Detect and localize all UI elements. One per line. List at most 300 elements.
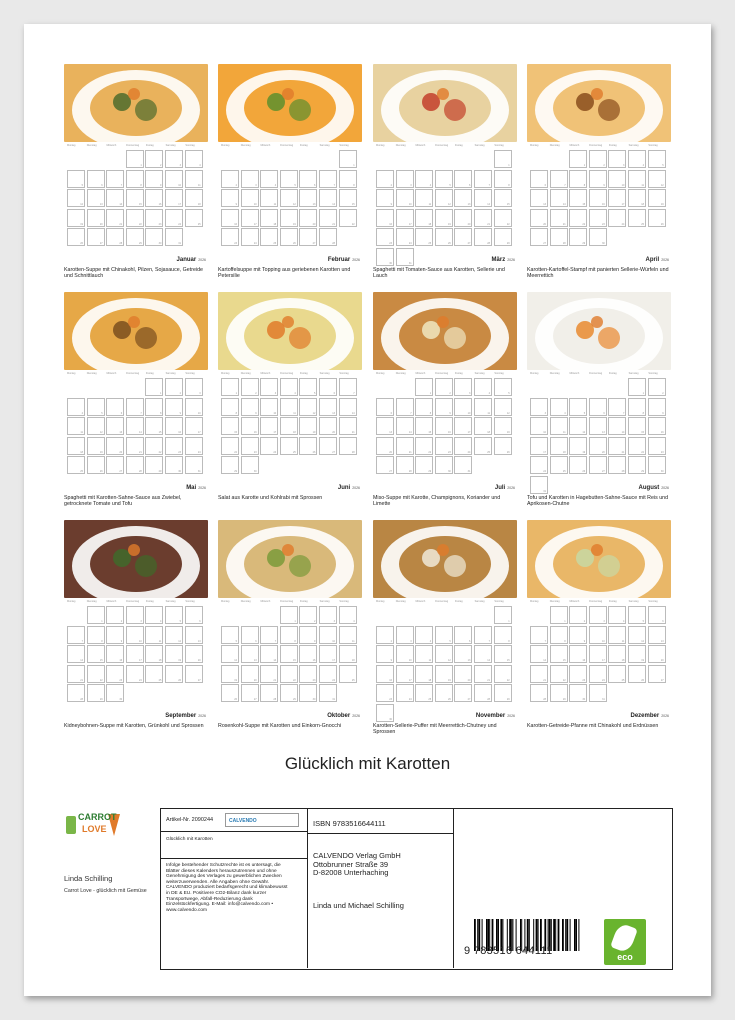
month-name — [492, 257, 515, 263]
day-number: 11 — [80, 431, 83, 435]
day-number: 10 — [467, 411, 471, 415]
month-name — [165, 713, 206, 719]
day-number: 11 — [197, 183, 201, 187]
day-number: 24 — [273, 450, 277, 454]
day-number: 13 — [99, 203, 103, 207]
day-number: 20 — [312, 222, 316, 226]
day-number: 12 — [448, 203, 451, 207]
day-cell — [550, 645, 568, 663]
day-cell — [339, 209, 357, 227]
day-number: 29 — [428, 470, 432, 474]
day-number: 8 — [101, 639, 103, 643]
day-number: 7 — [333, 183, 335, 187]
day-number: 3 — [544, 411, 546, 415]
day-number: 14 — [80, 659, 83, 663]
day-number: 13 — [312, 203, 316, 207]
day-number: 1 — [101, 620, 103, 623]
day-cell — [648, 398, 666, 416]
day-cell — [376, 170, 394, 188]
day-cell — [530, 209, 548, 227]
calendar-title: Glücklich mit Karotten — [284, 754, 451, 773]
day-cell — [415, 626, 433, 644]
month-caption: Salat aus Karotte und Kohlrabi mit Sprossen — [218, 495, 323, 501]
day-number: 3 — [274, 392, 277, 395]
month-caption: Karotten-Sellerie-Puffer mit Meerrettich-Chutney und Sprossen — [373, 723, 497, 735]
day-cell — [299, 417, 317, 435]
day-number: 1 — [508, 164, 510, 167]
month-label: Mai — [186, 485, 197, 491]
day-number: 23 — [234, 242, 237, 246]
day-number: 10 — [602, 639, 605, 643]
month-label: November — [475, 713, 506, 719]
day-number: 17 — [253, 222, 257, 226]
day-cell — [435, 665, 453, 683]
day-cell — [648, 417, 666, 435]
day-cell — [648, 189, 666, 207]
month-year: 2026 — [352, 258, 360, 262]
month-year: 2026 — [198, 258, 206, 262]
day-cell — [628, 170, 646, 188]
day-cell — [260, 437, 278, 455]
day-number: 26 — [641, 678, 644, 682]
day-cell — [339, 645, 357, 663]
day-number: 29 — [139, 242, 142, 246]
day-cell — [628, 417, 646, 435]
day-cell — [319, 665, 337, 683]
day-cell — [299, 665, 317, 683]
day-number: 16 — [582, 659, 586, 663]
weekday-label: Freitag — [299, 372, 308, 375]
day-cell — [165, 645, 183, 663]
weekday-label: Mittwoch — [106, 600, 117, 603]
day-number: 25 — [80, 470, 83, 474]
day-cell — [415, 209, 433, 227]
weekday-label: Freitag — [145, 600, 154, 603]
day-cell — [67, 665, 85, 683]
day-number: 3 — [410, 639, 412, 643]
day-number: 25 — [273, 242, 277, 246]
day-number: 25 — [641, 222, 644, 226]
day-cell — [648, 626, 666, 644]
day-cell — [87, 626, 105, 644]
day-cell — [145, 606, 163, 624]
day-number: 6 — [469, 183, 471, 187]
day-number: 25 — [487, 450, 490, 454]
weekday-label: Sonntag — [494, 600, 504, 603]
weekday-label: Samstag — [165, 144, 176, 147]
day-cell — [299, 684, 317, 702]
weekday-label: Donnerstag — [589, 600, 603, 603]
day-number: 15 — [641, 431, 644, 435]
day-number: 29 — [234, 470, 237, 474]
day-number: 14 — [351, 411, 355, 415]
day-number: 18 — [158, 659, 162, 663]
weekday-label: Samstag — [319, 144, 330, 147]
day-grid — [530, 150, 668, 246]
month-caption: Rosenkohl-Suppe mit Karotten und Einkorn-Gnocchi — [218, 723, 342, 729]
day-number: 20 — [253, 678, 257, 682]
day-number: 2 — [255, 392, 257, 395]
day-cell — [530, 437, 548, 455]
info-column-right — [454, 809, 671, 968]
day-cell — [241, 209, 259, 227]
day-cell — [299, 437, 317, 455]
day-cell — [106, 209, 124, 227]
day-cell — [106, 456, 124, 474]
day-number: 6 — [390, 411, 392, 415]
month-name — [327, 713, 360, 719]
day-number: 10 — [408, 659, 412, 663]
day-number: 10 — [273, 411, 277, 415]
day-number: 24 — [602, 678, 605, 682]
day-cell — [165, 209, 183, 227]
day-number: 16 — [158, 203, 162, 207]
day-cell — [435, 645, 453, 663]
day-cell — [589, 626, 607, 644]
day-number: 27 — [253, 698, 257, 702]
day-number: 8 — [140, 183, 142, 187]
month-year: 2026 — [352, 714, 360, 718]
day-number: 10 — [139, 639, 142, 643]
day-cell — [454, 456, 472, 474]
day-cell — [474, 437, 492, 455]
day-number: 1 — [294, 620, 296, 623]
day-number: 15 — [562, 659, 566, 663]
day-cell — [569, 665, 587, 683]
day-cell — [648, 150, 666, 168]
month-10 — [218, 520, 362, 745]
day-cell — [396, 417, 414, 435]
day-cell — [435, 378, 453, 396]
day-cell — [608, 606, 626, 624]
day-number: 17 — [621, 203, 625, 207]
day-number: 1 — [583, 164, 586, 167]
day-cell — [494, 150, 512, 168]
day-number: 12 — [506, 411, 510, 415]
day-cell — [494, 228, 512, 246]
day-number: 22 — [582, 222, 586, 226]
month-3 — [373, 64, 517, 289]
day-number: 20 — [332, 431, 335, 435]
day-grid — [376, 378, 514, 474]
weekday-header — [530, 144, 668, 147]
day-number: 28 — [543, 698, 546, 702]
day-number: 19 — [99, 450, 103, 454]
month-name — [328, 257, 360, 263]
barcode-number: 9 783516 644111 — [464, 945, 553, 957]
month-1 — [64, 64, 208, 289]
day-number: 31 — [543, 490, 546, 493]
weekday-label: Sonntag — [339, 600, 349, 603]
day-number: 24 — [621, 222, 625, 226]
day-number: 27 — [99, 242, 103, 246]
day-cell — [608, 626, 626, 644]
day-cell — [435, 228, 453, 246]
day-cell — [87, 606, 105, 624]
weekday-header — [67, 144, 205, 147]
day-number: 18 — [428, 678, 432, 682]
day-number: 22 — [234, 450, 237, 454]
day-cell — [185, 398, 203, 416]
day-cell — [589, 456, 607, 474]
weekday-label: Samstag — [165, 372, 176, 375]
day-cell — [185, 150, 203, 168]
weekday-label: Sonntag — [494, 144, 504, 147]
weekday-label: Donnerstag — [280, 600, 294, 603]
day-cell — [494, 417, 512, 435]
day-number: 22 — [293, 678, 296, 682]
day-cell — [339, 150, 357, 168]
day-cell — [608, 645, 626, 663]
day-cell — [241, 456, 259, 474]
day-number: 14 — [487, 203, 490, 207]
day-cell — [628, 189, 646, 207]
day-cell — [530, 476, 548, 494]
month-name — [338, 485, 360, 491]
day-cell — [435, 456, 453, 474]
day-cell — [87, 170, 105, 188]
day-number: 12 — [660, 183, 664, 187]
day-number: 21 — [139, 450, 142, 454]
day-cell — [221, 228, 239, 246]
day-cell — [494, 665, 512, 683]
day-number: 16 — [119, 659, 123, 663]
day-number: 21 — [487, 222, 490, 226]
day-number: 15 — [158, 431, 162, 435]
publisher-name: CALVENDO Verlag GmbH — [313, 851, 401, 860]
weekday-label: Dienstag — [240, 144, 251, 147]
month-photo — [64, 64, 208, 142]
day-number: 19 — [312, 431, 316, 435]
day-cell — [376, 437, 394, 455]
day-number: 6 — [544, 183, 546, 187]
day-number: 21 — [408, 450, 412, 454]
day-cell — [185, 417, 203, 435]
day-cell — [494, 170, 512, 188]
day-cell — [241, 398, 259, 416]
weekday-label: Mittwoch — [415, 372, 426, 375]
day-number: 16 — [448, 431, 451, 435]
day-cell — [221, 417, 239, 435]
day-number: 13 — [602, 431, 605, 435]
weekday-label: Freitag — [608, 144, 617, 147]
day-cell — [376, 228, 394, 246]
day-cell — [319, 170, 337, 188]
day-number: 2 — [179, 392, 181, 395]
month-year: 2026 — [507, 258, 515, 262]
day-cell — [260, 170, 278, 188]
day-number: 5 — [662, 164, 664, 167]
weekday-header — [67, 372, 205, 375]
day-number: 29 — [99, 698, 103, 702]
day-number: 12 — [99, 431, 103, 435]
weekday-label: Donnerstag — [280, 372, 294, 375]
day-cell — [530, 665, 548, 683]
day-number: 13 — [467, 659, 471, 663]
day-number: 18 — [293, 431, 296, 435]
month-year: 2026 — [661, 714, 669, 718]
day-cell — [474, 684, 492, 702]
day-cell — [415, 684, 433, 702]
day-number: 13 — [543, 203, 546, 207]
month-year: 2026 — [661, 486, 669, 490]
month-name — [646, 257, 669, 263]
weekday-label: Mittwoch — [415, 144, 426, 147]
day-cell — [126, 189, 144, 207]
month-name — [639, 485, 669, 491]
day-cell — [589, 645, 607, 663]
day-cell — [185, 170, 203, 188]
day-cell — [589, 684, 607, 702]
day-number: 4 — [429, 183, 432, 187]
month-caption: Kartoffelsuppe mit Topping aus geriebenen Karotten und Petersilie — [218, 267, 351, 279]
day-number: 7 — [623, 411, 625, 415]
day-number: 26 — [293, 242, 296, 246]
day-number: 3 — [199, 392, 201, 395]
day-cell — [87, 209, 105, 227]
day-number: 20 — [543, 222, 546, 226]
day-number: 13 — [253, 659, 257, 663]
day-cell — [494, 626, 512, 644]
day-number: 5 — [81, 183, 83, 187]
day-cell — [260, 665, 278, 683]
day-number: 28 — [332, 242, 335, 246]
day-number: 4 — [488, 392, 490, 395]
weekday-label: Samstag — [474, 372, 485, 375]
day-number: 17 — [408, 678, 412, 682]
day-cell — [474, 378, 492, 396]
day-number: 19 — [448, 678, 451, 682]
day-number: 19 — [178, 659, 181, 663]
month-label: März — [491, 257, 506, 263]
day-number: 23 — [389, 242, 392, 246]
day-number: 14 — [562, 203, 566, 207]
day-number: 15 — [139, 203, 142, 207]
weekday-header — [221, 144, 359, 147]
day-grid — [221, 378, 359, 474]
day-number: 11 — [428, 203, 432, 207]
day-cell — [185, 456, 203, 474]
day-number: 13 — [197, 639, 201, 643]
day-cell — [589, 437, 607, 455]
day-cell — [221, 665, 239, 683]
month-12 — [527, 520, 671, 745]
day-cell — [530, 684, 548, 702]
day-cell — [280, 437, 298, 455]
day-number: 9 — [449, 411, 451, 415]
day-number: 1 — [140, 164, 142, 167]
day-number: 12 — [293, 203, 296, 207]
weekday-label: Montag — [376, 372, 385, 375]
month-year: 2026 — [507, 486, 515, 490]
day-cell — [126, 456, 144, 474]
day-cell — [165, 228, 183, 246]
day-cell — [396, 248, 414, 266]
day-cell — [474, 417, 492, 435]
day-cell — [165, 189, 183, 207]
day-cell — [145, 189, 163, 207]
day-cell — [185, 665, 203, 683]
day-cell — [165, 417, 183, 435]
day-number: 9 — [390, 203, 392, 207]
day-number: 27 — [660, 678, 664, 682]
day-number: 29 — [582, 242, 586, 246]
month-year: 2026 — [198, 714, 206, 718]
info-column-left — [161, 809, 308, 968]
month-label: August — [638, 485, 660, 491]
day-number: 19 — [641, 659, 644, 663]
weekday-label: Dienstag — [549, 600, 560, 603]
month-label: Januar — [176, 257, 197, 263]
day-number: 17 — [467, 431, 471, 435]
day-number: 25 — [428, 242, 432, 246]
day-number: 5 — [314, 392, 316, 395]
day-grid — [67, 378, 205, 474]
weekday-label: Sonntag — [185, 372, 195, 375]
day-cell — [319, 209, 337, 227]
day-cell — [494, 606, 512, 624]
day-number: 19 — [293, 222, 296, 226]
day-cell — [106, 684, 124, 702]
day-cell — [145, 170, 163, 188]
day-cell — [474, 398, 492, 416]
day-number: 27 — [119, 470, 123, 474]
month-4 — [527, 64, 671, 289]
weekday-label: Dienstag — [240, 372, 251, 375]
day-number: 14 — [487, 659, 490, 663]
day-number: 31 — [197, 470, 201, 474]
month-caption: Karotten-Kartoffel-Stampf mit panierten Sellerie-Würfeln und Meerrettich — [527, 267, 669, 279]
day-cell — [280, 626, 298, 644]
day-number: 11 — [273, 203, 277, 207]
day-number: 9 — [255, 411, 257, 415]
day-cell — [474, 645, 492, 663]
day-cell — [145, 645, 163, 663]
day-cell — [569, 456, 587, 474]
day-cell — [165, 665, 183, 683]
day-cell — [569, 606, 587, 624]
day-cell — [530, 228, 548, 246]
day-number: 29 — [562, 698, 566, 702]
day-cell — [221, 209, 239, 227]
day-number: 16 — [234, 222, 237, 226]
day-cell — [339, 606, 357, 624]
day-cell — [569, 417, 587, 435]
day-number: 30 — [312, 698, 316, 702]
day-number: 6 — [199, 620, 201, 623]
barcode — [472, 919, 582, 965]
day-number: 23 — [448, 450, 451, 454]
day-number: 11 — [428, 659, 432, 663]
day-cell — [648, 456, 666, 474]
day-cell — [126, 170, 144, 188]
day-cell — [454, 378, 472, 396]
day-number: 4 — [81, 411, 83, 415]
day-number: 24 — [332, 678, 335, 682]
day-number: 29 — [293, 698, 296, 702]
day-number: 7 — [81, 639, 83, 643]
day-cell — [608, 398, 626, 416]
day-cell — [145, 417, 163, 435]
day-cell — [435, 209, 453, 227]
day-number: 21 — [562, 222, 566, 226]
month-8 — [527, 292, 671, 517]
day-cell — [415, 189, 433, 207]
day-number: 18 — [351, 659, 355, 663]
day-cell — [241, 170, 259, 188]
day-number: 11 — [487, 411, 490, 415]
day-number: 15 — [99, 659, 103, 663]
